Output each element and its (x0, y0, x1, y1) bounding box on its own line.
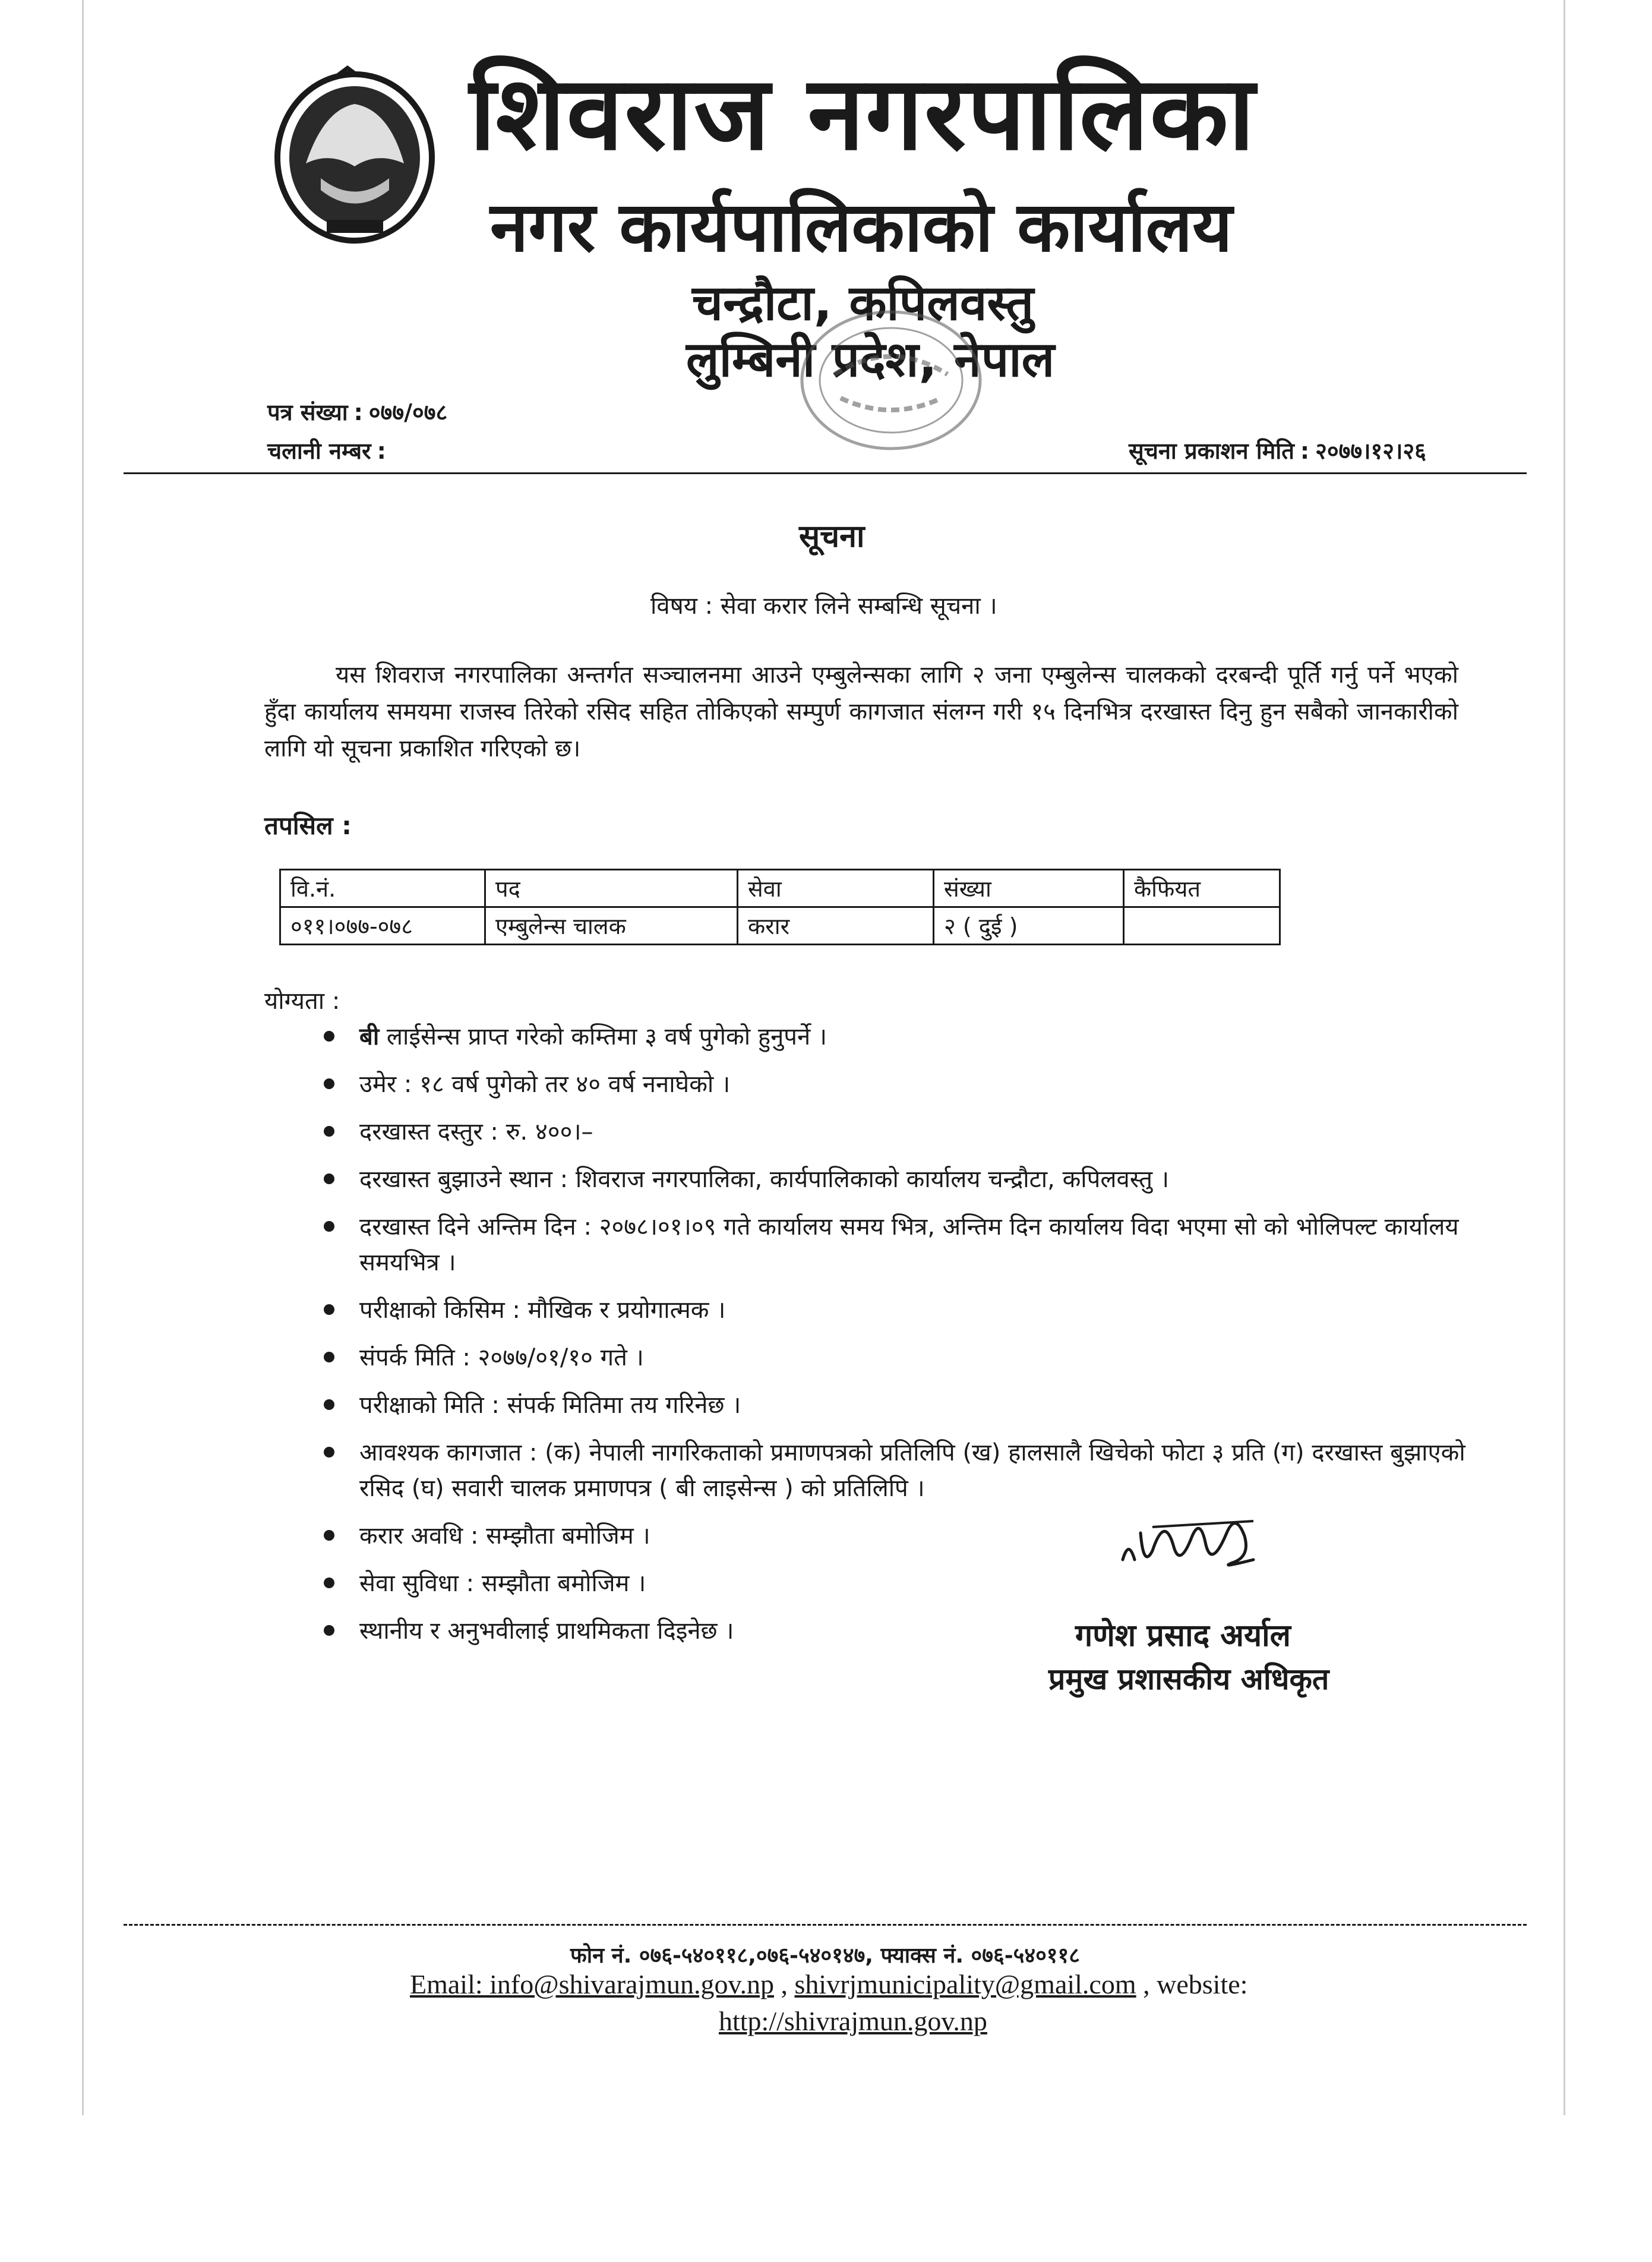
table-header-cell: संख्या (934, 870, 1124, 907)
list-item: संपर्क मिति : २०७७/०१/१० गते । (279, 1340, 1467, 1376)
bullet-icon (324, 1304, 334, 1315)
list-item: आवश्यक कागजात : (क) नेपाली नागरिकताको प्रमाणपत्रको प्रतिलिपि (ख) हालसालै खिचेको फोटा ३ प्रति (ग) दरखास्त बुझाएको रसिद (घ) सवारी चालक प्रमाणपत्र ( बी लाइसेन्स ) को प्रतिलिपि । (279, 1435, 1467, 1506)
footer-contact: Email: info@shivarajmun.gov.np , shivrjmunicipality@gmail.com , website: (410, 1969, 1248, 1999)
office-location: चन्द्रौटा, कपिलवस्तु (692, 275, 1034, 332)
page-edge-right (1563, 0, 1565, 2115)
bullet-icon (324, 1578, 334, 1588)
chalani-label: चलानी नम्बर (267, 438, 371, 464)
dispatch-number: पत्र संख्या : ०७७/०७८ (267, 399, 448, 425)
bullet-icon (324, 1352, 334, 1362)
notice-subject: विषय : सेवा करार लिने सम्बन्धि सूचना । (650, 592, 997, 620)
dispatch-value: ०७७/०७८ (368, 399, 448, 425)
bullet-icon (324, 1221, 334, 1232)
vacancy-table (279, 869, 1281, 945)
bullet-icon (324, 1173, 334, 1184)
table-header-cell: कैफियत (1124, 870, 1280, 907)
municipality-name: शिवराज नगरपालिका (469, 53, 1256, 173)
qualifications-list (279, 1019, 1467, 1661)
table-cell: एम्बुलेन्स चालक (485, 907, 738, 945)
list-item: परीक्षाको मिति : संपर्क मितिमा तय गरिनेछ । (279, 1387, 1467, 1423)
notice-title: सूचना (799, 519, 865, 554)
bullet-icon (324, 1530, 334, 1541)
bullet-icon (324, 1078, 334, 1089)
list-item: बी लाईसेन्स प्राप्त गरेको कम्तिमा ३ वर्ष पुगेको हुनुपर्ने । (279, 1019, 1467, 1055)
footer-phone: फोन नं. ०७६-५४०११८,०७६-५४०१४७, फ्याक्स नं. ०७६-५४०११८ (570, 1944, 1080, 1968)
table-header-cell: वि.नं. (280, 870, 485, 907)
details-label: तपसिल : (264, 811, 352, 840)
dispatch-label: पत्र संख्या (267, 399, 348, 425)
signature (1117, 1503, 1271, 1580)
list-item: दरखास्त बुझाउने स्थान : शिवराज नगरपालिका, कार्यपालिकाको कार्यालय चन्द्रौटा, कपिलवस्तु । (279, 1162, 1467, 1197)
chalani-number: चलानी नम्बर : (267, 438, 386, 464)
bullet-icon (324, 1031, 334, 1042)
table-header-cell: पद (485, 870, 738, 907)
qualifications-label: योग्यता : (264, 988, 340, 1015)
table-cell: ०११।०७७-०७८ (280, 907, 485, 945)
notice-body: यस शिवराज नगरपालिका अन्तर्गत सञ्चालनमा आउने एम्बुलेन्सका लागि २ जना एम्बुलेन्स चालकको दरबन्दी पूर्ति गर्नु पर्ने भएको हुँदा कार्यालय समयमा राजस्व तिरेको रसिद सहित तोकिएको सम्पुर्ण कागजात संलग्न गरी १५ दिनभित्र दरखास्त दिनु हुन सबैको जानकारीको लागि यो सूचना प्रकाशित गरिएको छ। (264, 661, 1458, 762)
page-edge-left (82, 0, 84, 2115)
bullet-icon (324, 1126, 334, 1137)
list-item: दरखास्त दस्तुर : रु. ४००।– (279, 1114, 1467, 1150)
table-header-row (280, 870, 1280, 907)
pubdate-value: २०७७।१२।२६ (1315, 438, 1426, 464)
bullet-icon (324, 1447, 334, 1457)
table-cell: २ ( दुई ) (934, 907, 1124, 945)
list-item: सेवा सुविधा : सम्झौता बमोजिम । (279, 1566, 1467, 1601)
list-item: स्थानीय र अनुभवीलाई प्राथमिकता दिइनेछ । (279, 1613, 1467, 1649)
footer-divider (124, 1924, 1527, 1926)
header-divider (124, 472, 1527, 474)
publication-date: सूचना प्रकाशन मिति : २०७७।१२।२६ (1129, 438, 1426, 464)
website-link[interactable]: http://shivrajmun.gov.np (719, 2006, 987, 2036)
table-header-cell: सेवा (738, 870, 934, 907)
nepal-emblem-icon (270, 62, 440, 244)
signatory-name: गणेश प्रसाद अर्याल (1075, 1618, 1291, 1654)
table-row (280, 907, 1280, 945)
bullet-icon (324, 1625, 334, 1636)
office-name: नगर कार्यपालिकाको कार्यालय (490, 187, 1233, 267)
pubdate-label: सूचना प्रकाशन मिति (1129, 438, 1294, 464)
list-item: उमेर : १८ वर्ष पुगेको तर ४० वर्ष ननाघेको । (279, 1067, 1467, 1102)
bullet-icon (324, 1399, 334, 1410)
table-cell: करार (738, 907, 934, 945)
list-item: दरखास्त दिने अन्तिम दिन : २०७८।०१।०९ गते कार्यालय समय भित्र, अन्तिम दिन कार्यालय विदा भएमा सो को भोलिपल्ट कार्यालय समयभित्र । (279, 1209, 1467, 1280)
signatory-title: प्रमुख प्रशासकीय अधिकृत (1048, 1662, 1329, 1696)
list-item: करार अवधि : सम्झौता बमोजिम । (279, 1518, 1467, 1554)
email2-link[interactable]: shivrjmunicipality@gmail.com (794, 1969, 1136, 1999)
office-province: लुम्बिनी प्रदेश, नेपाल (686, 332, 1055, 388)
list-item: परीक्षाको किसिम : मौखिक र प्रयोगात्मक । (279, 1292, 1467, 1328)
office-stamp (793, 303, 989, 458)
table-cell (1124, 907, 1280, 945)
email-link[interactable]: Email: info@shivarajmun.gov.np (410, 1969, 775, 1999)
